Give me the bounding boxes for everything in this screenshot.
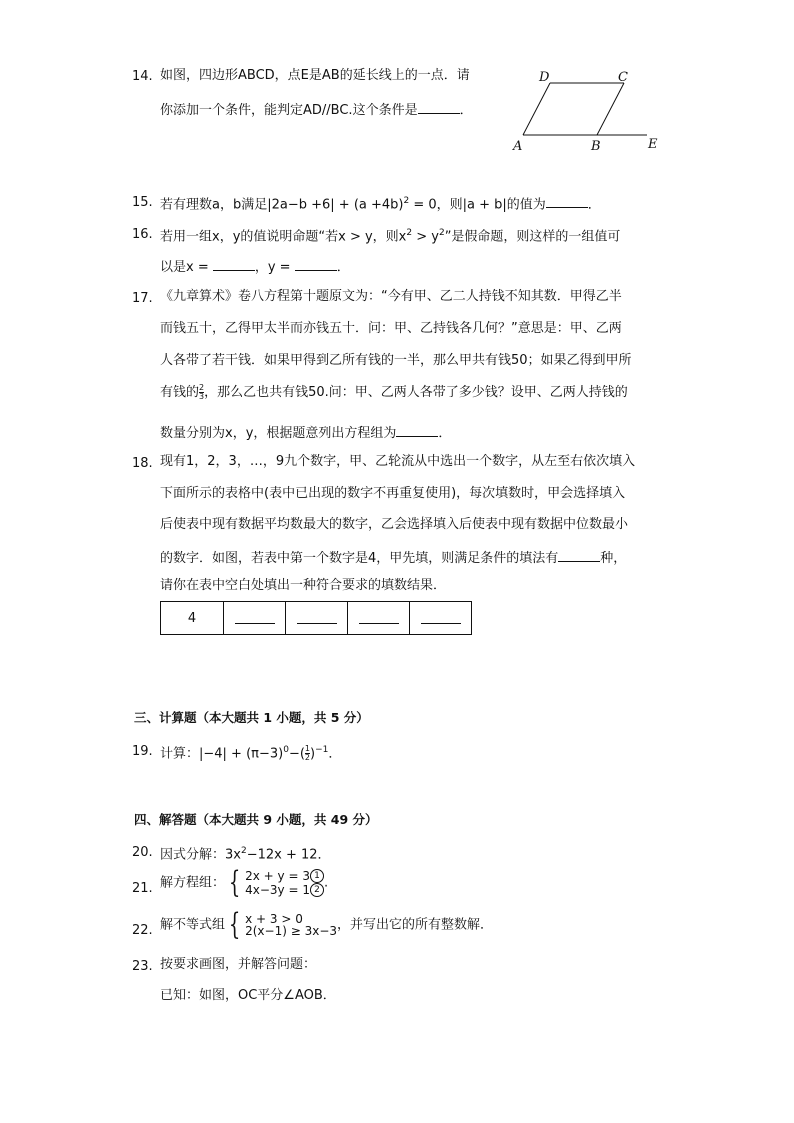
q22-ineq2: 2(x−1) ≥ 3x−3 [245,924,338,938]
q16-exp1: 2 [406,228,413,238]
q17-line3: 人各带了若干钱．如果甲得到乙所有钱的一半，那么甲共有钱50；如果乙得到甲所 [160,353,632,368]
q22-number: 22. [132,923,153,938]
q15-exponent: 2 [403,196,410,206]
q16-x-blank[interactable] [213,256,255,271]
q17-frac-num: 2 [199,383,205,392]
q18-l4-text: 的数字．如图，若表中第一个数字是4，甲先填，则满足条件的填法有 [160,551,559,566]
q21-eq2 [245,883,324,897]
q16-l2-b: ，y = [254,260,291,275]
table-cell-blank[interactable] [348,602,410,635]
label-c: C [618,70,628,85]
q17-l5-text: 数量分别为x，y，根据题意列出方程组为 [160,426,397,441]
label-e: E [648,137,658,152]
q14-line2-text: 你添加一个条件，能判定AD//BC.这个条件是 [160,103,418,118]
q19-frac-num: 1 [304,744,311,754]
q20-text-b: −12x + 12． [246,847,331,863]
q14-answer-blank[interactable] [418,99,460,114]
q17-line2: 而钱五十，乙得甲太半而亦钱五十．问：甲、乙持钱各几何？”意思是：甲、乙两 [160,321,622,336]
label-a: A [513,139,523,154]
q18-line3: 后使表中现有数据平均数最大的数字，乙会选择填入后使表中现有数据中位数最小 [160,517,629,532]
q23-line1: 按要求画图，并解答问题： [160,957,317,972]
left-brace-icon: { [228,907,241,942]
q19-exp-neg1: −1 [315,745,329,755]
q16-l2-a: 以是x = [160,260,209,275]
q22-text-b: ，并写出它的所有整数解． [337,917,494,933]
left-brace-icon: { [228,865,241,900]
q16-exp2: 2 [438,228,445,238]
q18-number: 18. [132,456,153,471]
side-ad [523,83,550,135]
q16-text-a: 若用一组x，y的值说明命题“若x > y，则x [160,229,407,245]
q21-eq1 [245,869,324,883]
cell-blank-line[interactable] [297,609,337,624]
q22-text-a: 解不等式组 [160,917,226,933]
table-cell-blank[interactable] [224,602,286,635]
circled-two-icon: 2 [310,883,324,897]
q21-text-a: 解方程组： [160,875,226,891]
cell-blank-line[interactable] [235,609,275,624]
q18-line4 [160,547,626,568]
parallelogram-figure [505,62,675,160]
q14-line2-end: ． [459,103,473,118]
q15-answer-blank[interactable] [546,193,588,208]
q19-text-a: 计算：|−4| + (π−3) [160,746,284,762]
q15-number: 15. [132,195,153,210]
q15-line [160,192,601,214]
q23-number: 23. [132,959,153,974]
q14-number: 14. [132,69,153,84]
table-cell-first: 4 [161,602,224,635]
label-b: B [591,139,601,154]
q16-text-b: > y [412,229,439,245]
q21-number: 21. [132,881,153,896]
q19-text-b: −( [288,746,305,762]
q16-number: 16. [132,227,153,242]
table-row [161,602,472,635]
q17-line1: 《九章算术》卷八方程第十题原文为：“今有甲、乙二人持钱不知其数．甲得乙半 [160,289,622,304]
q20-number: 20. [132,845,153,860]
q16-l2-c: ． [336,260,350,275]
q17-number: 17. [132,291,153,306]
q17-line5 [160,422,451,443]
q22-line [160,907,494,942]
q22-ineq1: x + 3 > 0 [245,912,303,926]
q22-system [245,913,337,937]
q14-line2 [160,99,473,120]
circled-one-icon: 1 [310,869,324,883]
q19-number: 19. [132,744,153,759]
q17-l4-b: ，那么乙也共有钱50.问：甲、乙两人各带了多少钱？设甲、乙两人持钱的 [204,385,628,400]
cell-blank-line[interactable] [421,609,461,624]
side-cb [597,83,624,135]
section-4-heading: 四、解答题（本大题共 9 小题，共 49 分） [134,812,378,827]
q18-line5: 请你在表中空白处填出一种符合要求的填数结果． [160,578,447,593]
q18-fill-table [160,601,472,635]
q19-text-c: ) [310,746,316,762]
q20-exponent: 2 [240,846,247,856]
q21-eq2-text: 4x−3y = 1 [245,882,310,897]
q21-end: . [323,875,329,891]
q15-text-a: 若有理数a，b满足|2a−b +6| + (a +4b) [160,197,404,213]
q18-line2: 下面所示的表格中(表中已出现的数字不再重复使用)，每次填数时，甲会选择填入 [160,486,626,501]
section-3-heading: 三、计算题（本大题共 1 小题，共 5 分） [134,710,369,725]
q18-answer-blank[interactable] [558,547,600,562]
q18-line1: 现有1，2，3，…，9九个数字，甲、乙轮流从中选出一个数字，从左至右依次填入 [160,454,636,469]
table-cell-blank[interactable] [410,602,472,635]
q17-answer-blank[interactable] [396,422,438,437]
q16-line1 [160,224,620,246]
q19-frac-den: 2 [304,753,311,763]
q16-y-blank[interactable] [295,256,337,271]
q17-line4 [160,384,628,402]
q17-l4-a: 有钱的 [160,385,200,400]
q16-line2 [160,256,350,277]
q19-end: ． [328,746,342,762]
q19-line [160,741,341,763]
table-cell-blank[interactable] [286,602,348,635]
q17-l5-end: ． [438,426,452,441]
label-d: D [539,70,550,85]
q19-exp0: 0 [283,745,289,755]
q14-line1: 如图，四边形ABCD，点E是AB的延长线上的一点．请 [160,68,470,83]
q21-line [160,865,329,900]
q23-line2: 已知：如图，OC平分∠AOB． [160,988,336,1003]
q15-end: ． [587,197,601,213]
q21-system [245,869,324,897]
q15-text-b: = 0，则|a + b|的值为 [409,197,546,213]
q18-l4-end: 种， [600,551,627,566]
q20-line [160,842,331,864]
q21-eq1-text: 2x + y = 3 [245,868,310,883]
q16-text-c: ”是假命题，则这样的一组值可 [444,229,621,245]
q17-frac-den: 3 [199,392,205,401]
q20-text-a: 因式分解：3x [160,847,241,863]
cell-blank-line[interactable] [359,609,399,624]
